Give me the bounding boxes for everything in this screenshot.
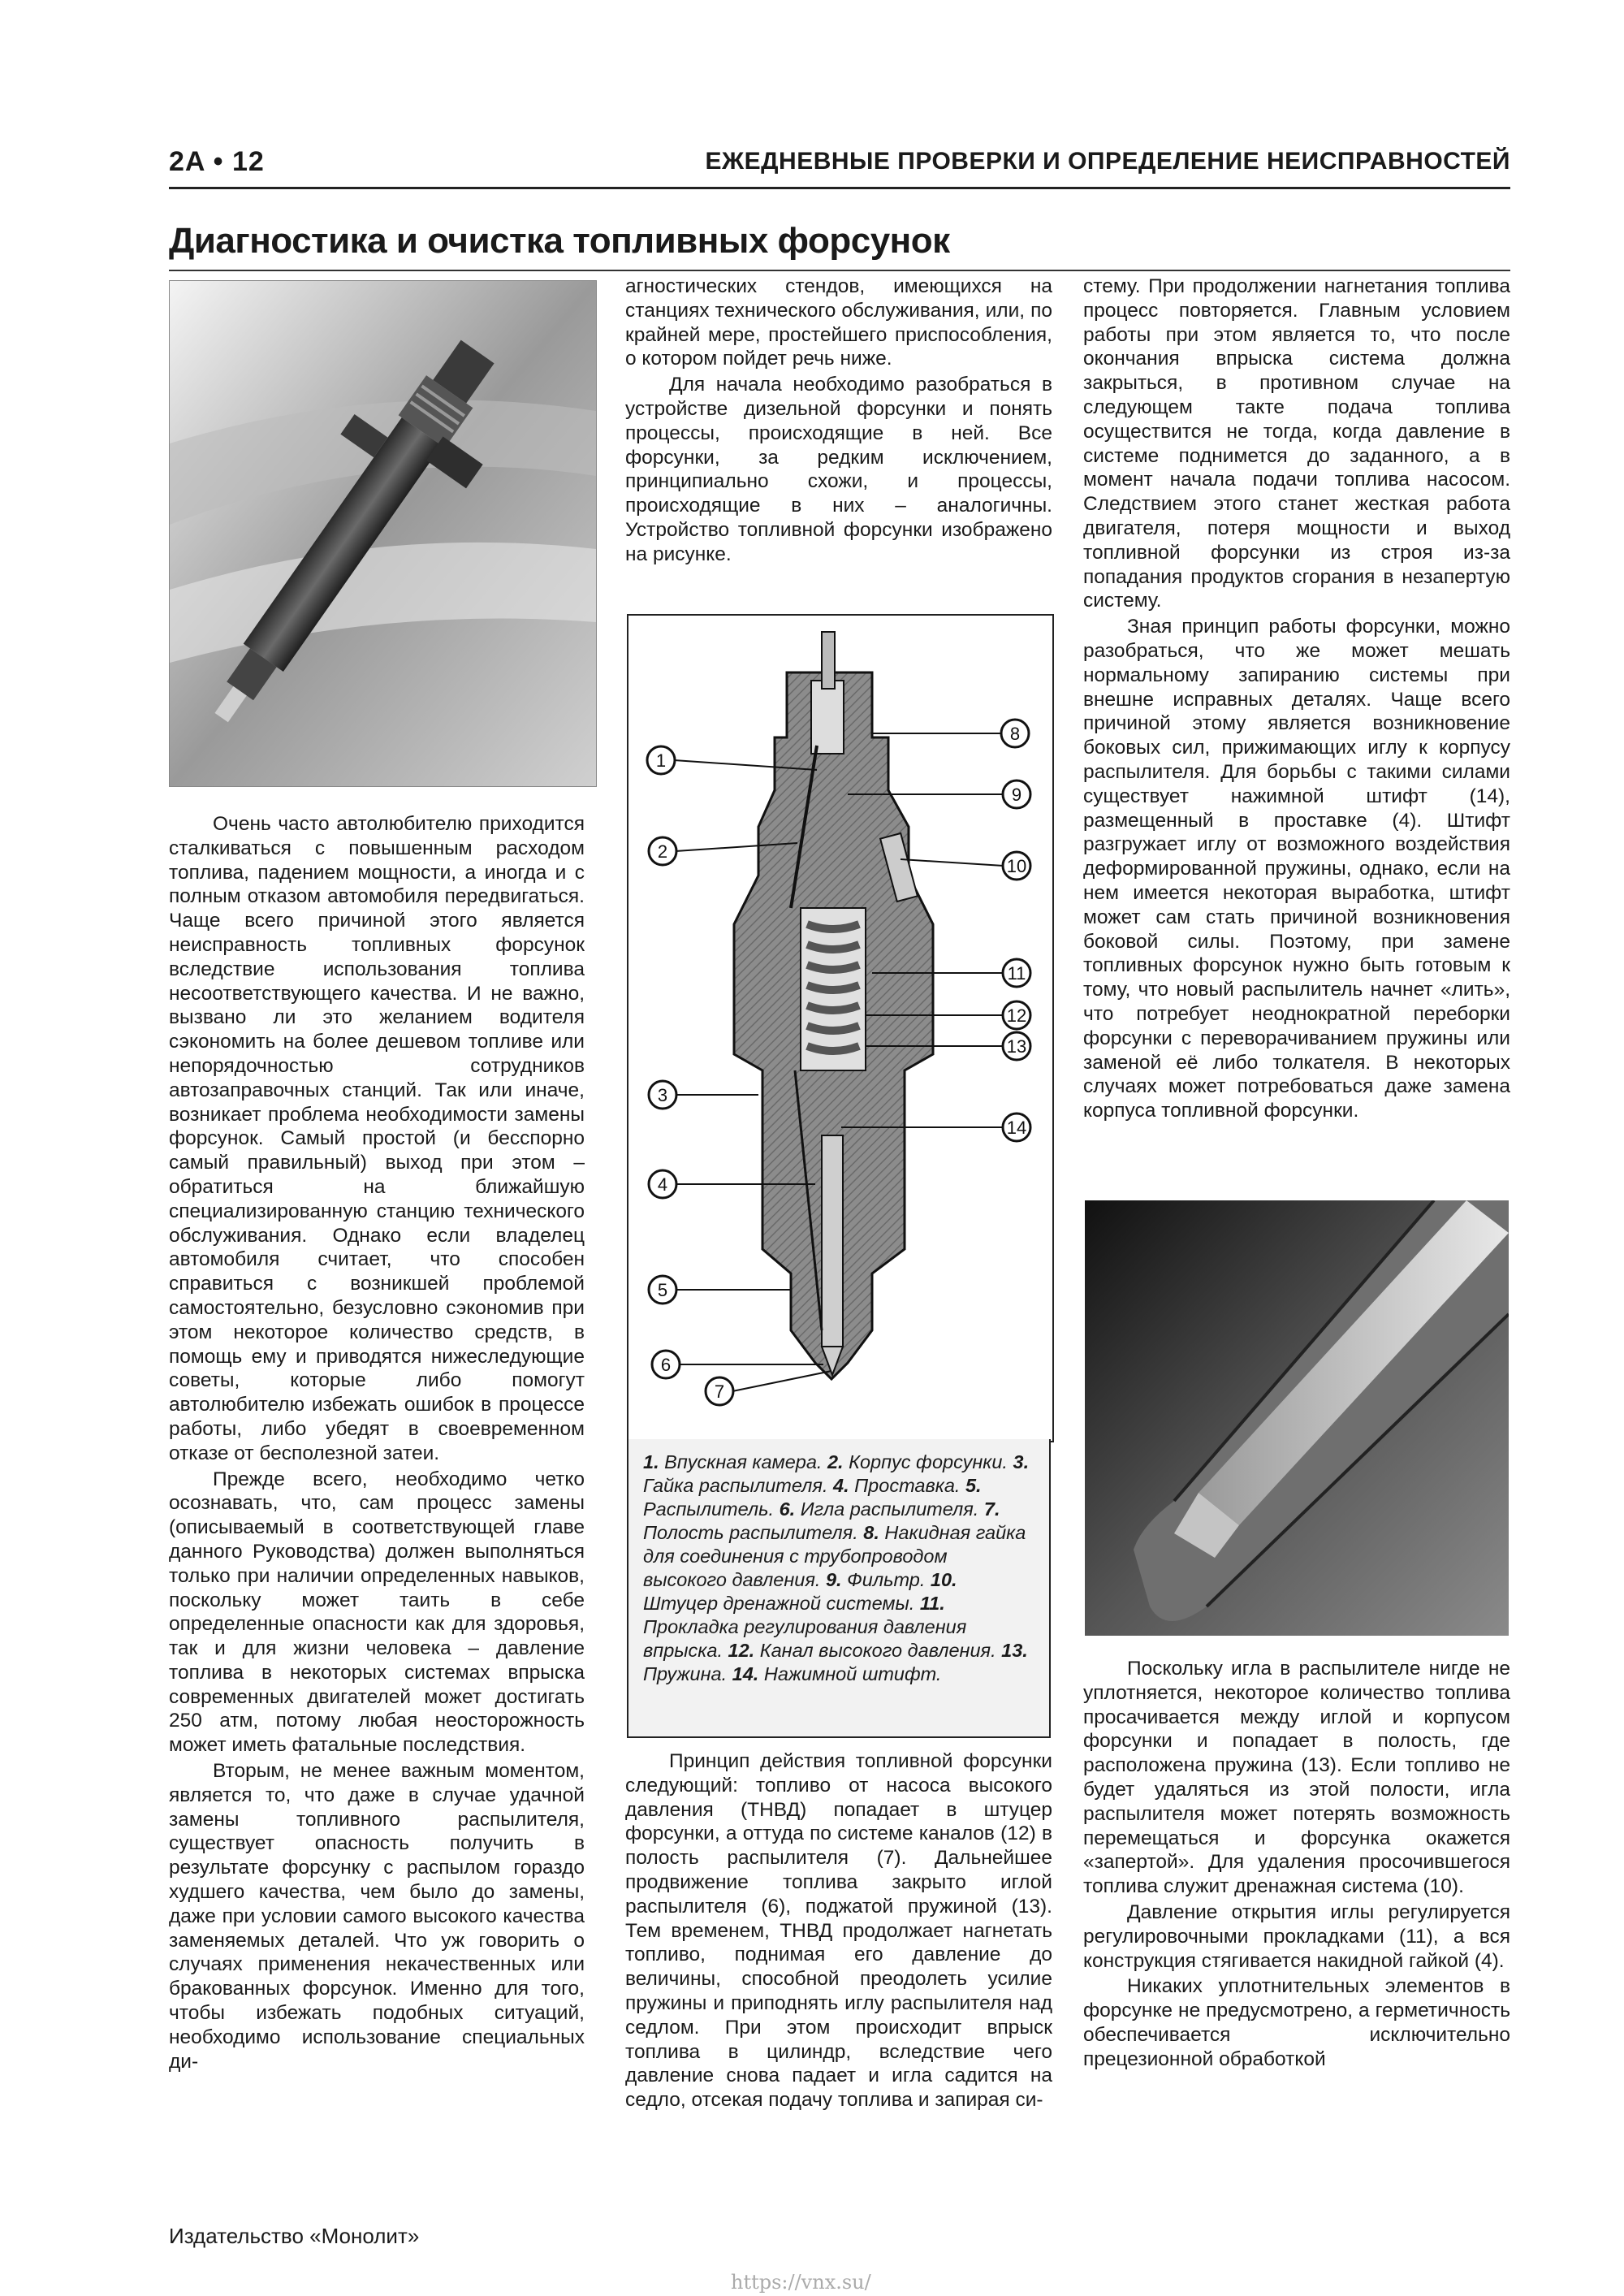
column-3-bottom (1083, 1657, 1510, 2073)
caption-item: 1. Впускная камера. (643, 1451, 827, 1472)
paragraph: Зная принцип работы форсунки, можно разобраться, что же может мешать нормальному запиранию системы при внешне исправных деталях. Чаще всего причиной этому является возникновение боковых сил, прижимающих иглу к корпусу распылителя. Для борьбы с такими силами существует нажимной штифт (14), размещенный в проставке (4). Штифт разгружает иглу от возможного воздействия деформированной пружины, однако, если на нем имеется некоторая выработка, штифт может сам стать причиной возникновения боковой силы. Поэтому, при замене топливных форсунок нужно быть готовым к тому, что новый распылитель начнет «лить», что потребует неоднократной переборки форсунки с переворачиванием пружины или заменой её либо толкателя. В некоторых случаях может потребоваться даже замена корпуса топливной форсунки. (1083, 616, 1510, 1122)
page-number: 2A • 12 (169, 146, 265, 177)
chapter-title: ЕЖЕДНЕВНЫЕ ПРОВЕРКИ И ОПРЕДЕЛЕНИЕ НЕИСПРАВНОСТЕЙ (705, 148, 1510, 175)
watermark-url[interactable]: https://vnx.su/ (731, 2271, 871, 2294)
callout-label: 3 (657, 1085, 668, 1105)
callout-label: 13 (1006, 1036, 1027, 1057)
caption-item: 10. Штуцер дренажной системы. (643, 1569, 957, 1614)
header-rule (169, 187, 1510, 189)
caption-item: 14. Нажимной штифт. (732, 1663, 942, 1684)
caption-item: 8. Накидная гайка для соединения с трубопроводом высокого давления. (643, 1522, 1026, 1590)
callout-label: 5 (657, 1280, 668, 1300)
caption-item: 11. Прокладка регулирования давления впрыска. (643, 1593, 967, 1661)
nozzle-photo (1085, 1200, 1509, 1636)
paragraph: Давление открытия иглы регулируется регулировочными прокладками (11), а вся конструкция стягивается накидной гайкой (4). (1083, 1900, 1510, 1972)
callout-label: 11 (1007, 963, 1026, 984)
caption-item: 3. Гайка распылителя. (643, 1451, 1030, 1496)
paragraph: Никаких уплотнительных элементов в форсунке не предусмотрено, а герметичность обеспечивается исключительно прецезионной обработкой (1083, 1975, 1510, 2070)
column-2-top (625, 275, 1052, 569)
callout-label: 4 (657, 1174, 668, 1195)
paragraph: стему. При продолжении нагнетания топлива процесс повторяется. Главным условием работы при этом является то, что после окончания впрыска система должна закрыться, в противном случае на следующем такте подача топлива осуществится не тогда, когда давление в системе поднимется до заданного, а в момент начала подачи топлива насосом. Следствием этого станет жесткая работа двигателя, потеря мощности и выход топливной форсунки из строя из-за попадания продуктов сгорания в незапертую систему. (1083, 275, 1510, 612)
column-2-bottom (625, 1749, 1052, 2114)
paragraph: Прежде всего, необходимо четко осознавать, что, сам процесс замены (описываемый в соответствующей главе данного Руководства) должен выполняться только при наличии определенных навыков, поскольку может таить в себе определенные опасности как для здоровья, так и для жизни человека – давление топлива в некоторых системах впрыска современных двигателей может достигать 250 атм, потому любая неосторожность может иметь фатальные последствия. (169, 1468, 585, 1757)
caption-item: 4. Проставка. (833, 1475, 965, 1496)
publisher-footer: Издательство «Монолит» (169, 2224, 420, 2248)
paragraph: Вторым, не менее важным моментом, является то, что даже в случае удачной замены топливного распылителя, существует опасность получить в результате форсунку с распылом гораздо худшего качества, чем было до замены, даже при условии самого высокого качества заменяемых деталей. Что уж говорить о случаях применения некачественных или бракованных форсунок. Именно для того, чтобы избежать подобных ситуаций, необходимо использование специальных ди- (169, 1760, 585, 2073)
column-3-top (1083, 275, 1510, 1125)
caption-item: 2. Корпус форсунки. (827, 1451, 1013, 1472)
paragraph: Поскольку игла в распылителе нигде не уплотняется, некоторое количество топлива просачивается между иглой и корпусом форсунки и попадает в полость, где расположена пружина (13). Если топливо не будет удаляться из этой полости, игла распылителя может потерять возможность перемещаться и форсунка окажется «запертой». Для удаления просочившегося топлива служит дренажная система (10). (1083, 1658, 1510, 1898)
title-rule (169, 270, 1510, 271)
callout-label: 6 (660, 1355, 672, 1375)
paragraph: Очень часто автолюбителю приходится сталкиваться с повышенным расходом топлива, падением мощности, а иногда и с полным отказом автомобиля передвигаться. Чаще всего причиной этого является неисправность топливных форсунок вследствие использования топлива несоответствующего качества. И не важно, вызвано ли это желанием водителя сэкономить на более дешевом топливе или непорядочностью сотрудников автозаправочных станций. Так или иначе, возникает проблема необходимости замены форсунок. Самый простой (и бесспорно самый правильный) выход при этом – обратиться на ближайшую специализированную станцию технического обслуживания. Однако если владелец автомобиля считает, что способен справиться с возникшей проблемой самостоятельно, безусловно сэкономив при этом некоторое количество средств, в помощь ему и приводятся нижеследующие советы, которые либо помогут автолюбителю избежать ошибок в процессе работы, либо убедят в своевременном отказе от бесполезной затеи. (169, 813, 585, 1464)
injector-photo (169, 280, 597, 787)
caption-item: 6. Игла распылителя. (779, 1498, 984, 1520)
callout-label: 1 (655, 750, 667, 771)
callout-label: 8 (1009, 724, 1021, 744)
callout-label: 7 (714, 1381, 725, 1402)
column-1 (169, 812, 585, 2075)
callout-label: 10 (1006, 856, 1027, 876)
callout-label: 9 (1011, 785, 1022, 805)
diagram-caption (627, 1439, 1051, 1738)
callout-label: 14 (1006, 1118, 1027, 1138)
caption-item: 13. Пружина. (643, 1640, 1028, 1684)
caption-item: 7. Полость распылителя. (643, 1498, 1000, 1543)
callout-label: 2 (657, 841, 668, 862)
page-title: Диагностика и очистка топливных форсунок (169, 221, 950, 261)
caption-item: 9. Фильтр. (825, 1569, 931, 1590)
paragraph: агностических стендов, имеющихся на станциях технического обслуживания, или, по крайней мере, простейшего приспособления, о котором пойдет речь ниже. (625, 275, 1052, 370)
paragraph: Принцип действия топливной форсунки следующий: топливо от насоса высокого давления (ТНВД) попадает в штуцер форсунки, а оттуда по системе каналов (12) в полость распылителя (7). Дальнейшее продвижение топлива закрыто иглой распылителя (6), поджатой пружиной (13). Тем временем, ТНВД продолжает нагнетать топливо, поднимая его давление до величины, способной преодолеть усилие пружины и приподнять иглу распылителя над седлом. При этом происходит впрыск топлива в цилиндр, вследствие чего давление снова падает и игла садится на седло, отсекая подачу топлива и запирая си- (625, 1750, 1052, 2112)
paragraph: Для начала необходимо разобраться в устройстве дизельной форсунки и понять процессы, происходящие в ней. Все форсунки, за редким исключением, принципиально схожи, и процессы, происходящие в них – аналогичны. Устройство топливной форсунки изображено на рисунке. (625, 374, 1052, 565)
caption-item: 5. Распылитель. (643, 1475, 982, 1520)
injector-diagram (627, 614, 1054, 1442)
callout-label: 12 (1006, 1005, 1027, 1026)
caption-item: 12. Канал высокого давления. (728, 1640, 1002, 1661)
